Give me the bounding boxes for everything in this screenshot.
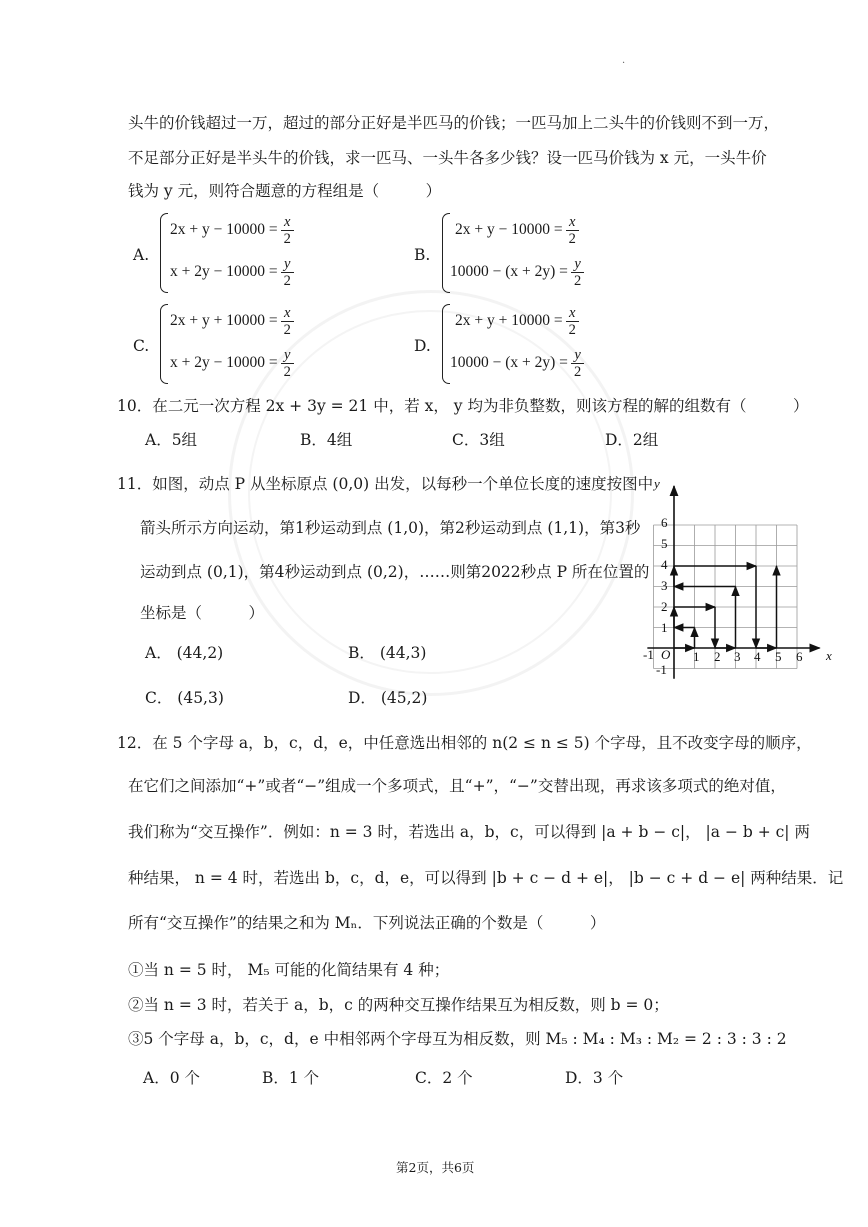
y-tick-label: -1 <box>656 662 667 677</box>
brace-icon <box>160 304 168 384</box>
q12-line5: 所有“交互操作”的结果之和为 Mₙ．下列说法正确的个数是（ ） <box>128 914 606 932</box>
q12-option-d[interactable]: D．3 个 <box>565 1069 624 1087</box>
q9-option-b-label: B. <box>414 246 431 264</box>
q9-a-eq1-num: x <box>281 214 294 231</box>
q9-b-eq2-den: 2 <box>573 273 582 289</box>
q9-d-eq2-den: 2 <box>573 364 582 380</box>
q9-d-eq1: 2x + y + 10000 = <box>455 312 563 330</box>
q9-c-eq1-num: x <box>281 305 294 322</box>
x-tick-label: 2 <box>714 649 721 664</box>
q9-option-a-label: A. <box>133 246 150 264</box>
q10-option-c[interactable]: C．3组 <box>452 431 505 449</box>
q9-c-eq2-num: y <box>281 347 294 364</box>
q9-c-eq2-den: 2 <box>283 364 291 380</box>
x-tick-label: 1 <box>693 649 700 664</box>
q10-option-b[interactable]: B．4组 <box>300 431 353 449</box>
q11-coordinate-graph <box>630 470 845 690</box>
q9-d-eq2-num: y <box>571 347 584 364</box>
q10-stem: 10．在二元一次方程 2x + 3y = 21 中，若 x， y 均为非负整数，则该方程的解的组数有（ ） <box>117 397 809 415</box>
x-tick-label: 6 <box>796 649 803 664</box>
q12-statement-1: ①当 n = 5 时， M₅ 可能的化简结果有 4 种； <box>128 961 450 979</box>
q11-line4: 坐标是（ ） <box>140 604 265 622</box>
x-tick-label: -1 <box>643 647 654 662</box>
q9-d-eq2: 10000 − (x + 2y) = <box>450 354 568 372</box>
q11-line1: 11．如图，动点 P 从坐标原点 (0,0) 出发，以每秒一个单位长度的速度按图中 <box>117 475 654 493</box>
brace-icon <box>442 213 450 293</box>
q9-b-eq1-num: x <box>566 214 579 231</box>
q11-option-c[interactable]: C． (45,3) <box>145 689 224 707</box>
x-tick-label: 5 <box>775 649 782 664</box>
q12-option-a[interactable]: A．0 个 <box>143 1069 200 1087</box>
q9-b-eq2-num: y <box>571 256 584 273</box>
q10-option-d[interactable]: D．2组 <box>605 431 659 449</box>
q11-option-d[interactable]: D． (45,2) <box>348 689 428 707</box>
q12-statement-2: ②当 n = 3 时，若关于 a，b，c 的两种交互操作结果互为相反数，则 b = 0； <box>128 996 669 1014</box>
q12-option-b[interactable]: B．1 个 <box>262 1069 320 1087</box>
q12-line3: 我们称为“交互操作”．例如：n = 3 时，若选出 a，b，c，可以得到 |a + b − c|， |a − b + c| 两 <box>128 823 810 841</box>
q9-d-eq1-den: 2 <box>568 322 576 338</box>
q10-option-a[interactable]: A．5组 <box>145 431 198 449</box>
q9-c-eq2: x + 2y − 10000 = <box>170 354 278 372</box>
y-tick-label: 2 <box>661 599 668 614</box>
q11-option-a[interactable]: A． (44,2) <box>145 644 224 662</box>
q9-option-c-label: C. <box>133 337 150 355</box>
q11-line3: 运动到点 (0,1)，第4秒运动到点 (0,2)，……则第2022秒点 P 所在位置的 <box>140 563 650 581</box>
q12-option-c[interactable]: C．2 个 <box>415 1069 473 1087</box>
q9-b-eq1-den: 2 <box>568 231 576 247</box>
x-axis-label: x <box>826 648 832 663</box>
q9-line3: 钱为 y 元，则符合题意的方程组是（ ） <box>128 182 442 200</box>
y-tick-label: 5 <box>661 536 668 551</box>
q9-a-eq1: 2x + y − 10000 = <box>170 221 278 239</box>
y-tick-label: 3 <box>661 578 668 593</box>
q9-b-eq2: 10000 − (x + 2y) = <box>450 263 568 281</box>
q9-c-eq1-den: 2 <box>283 322 291 338</box>
q9-c-eq1: 2x + y + 10000 = <box>170 312 278 330</box>
origin-label: O <box>661 647 671 662</box>
q12-statement-3: ③5 个字母 a，b，c，d，e 中相邻两个字母互为相反数，则 M₅ : M₄ : M₃ : M₂ = 2 : 3 : 3 : 2 <box>128 1030 787 1048</box>
q11-line2: 箭头所示方向运动，第1秒运动到点 (1,0)，第2秒运动到点 (1,1)，第3秒 <box>140 519 641 537</box>
q11-option-b[interactable]: B． (44,3) <box>348 644 427 662</box>
q9-d-eq1-num: x <box>566 305 579 322</box>
corner-mark: · <box>622 58 626 69</box>
q9-line2: 不足部分正好是半头牛的价钱，求一匹马、一头牛各多少钱？设一匹马价钱为 x 元，一头牛价 <box>128 149 767 167</box>
axis-labels <box>643 476 832 677</box>
y-tick-label: 1 <box>661 620 668 635</box>
q9-option-d-label: D. <box>414 337 431 355</box>
page-footer: 第2页，共6页 <box>396 1160 475 1175</box>
brace-icon <box>160 213 168 293</box>
q9-a-eq1-den: 2 <box>283 231 291 247</box>
q12-line1: 12．在 5 个字母 a，b，c，d，e，中任意选出相邻的 n(2 ≤ n ≤ 5) 个字母，且不改变字母的顺序， <box>117 734 812 752</box>
x-tick-label: 4 <box>754 649 761 664</box>
q9-line1: 头牛的价钱超过一万，超过的部分正好是半匹马的价钱；一匹马加上二头牛的价钱则不到一万， <box>128 114 780 132</box>
q9-a-eq2-num: y <box>281 256 294 273</box>
y-tick-label: 6 <box>661 515 668 530</box>
q12-line4: 种结果， n = 4 时，若选出 b，c，d，e，可以得到 |b + c − d + e|， |b − c + d − e| 两种结果．记 <box>128 869 844 887</box>
y-axis-label: y <box>654 476 660 491</box>
x-tick-label: 3 <box>734 649 741 664</box>
brace-icon <box>442 304 450 384</box>
q12-line2: 在它们之间添加“+”或者“−”组成一个多项式，且“+”，“−”交替出现，再求该多项式的绝对值， <box>128 777 786 795</box>
q9-a-eq2-den: 2 <box>283 273 291 289</box>
q9-a-eq2: x + 2y − 10000 = <box>170 263 278 281</box>
grid-lines <box>654 525 798 669</box>
q9-b-eq1: 2x + y − 10000 = <box>455 221 563 239</box>
y-tick-label: 4 <box>661 557 668 572</box>
